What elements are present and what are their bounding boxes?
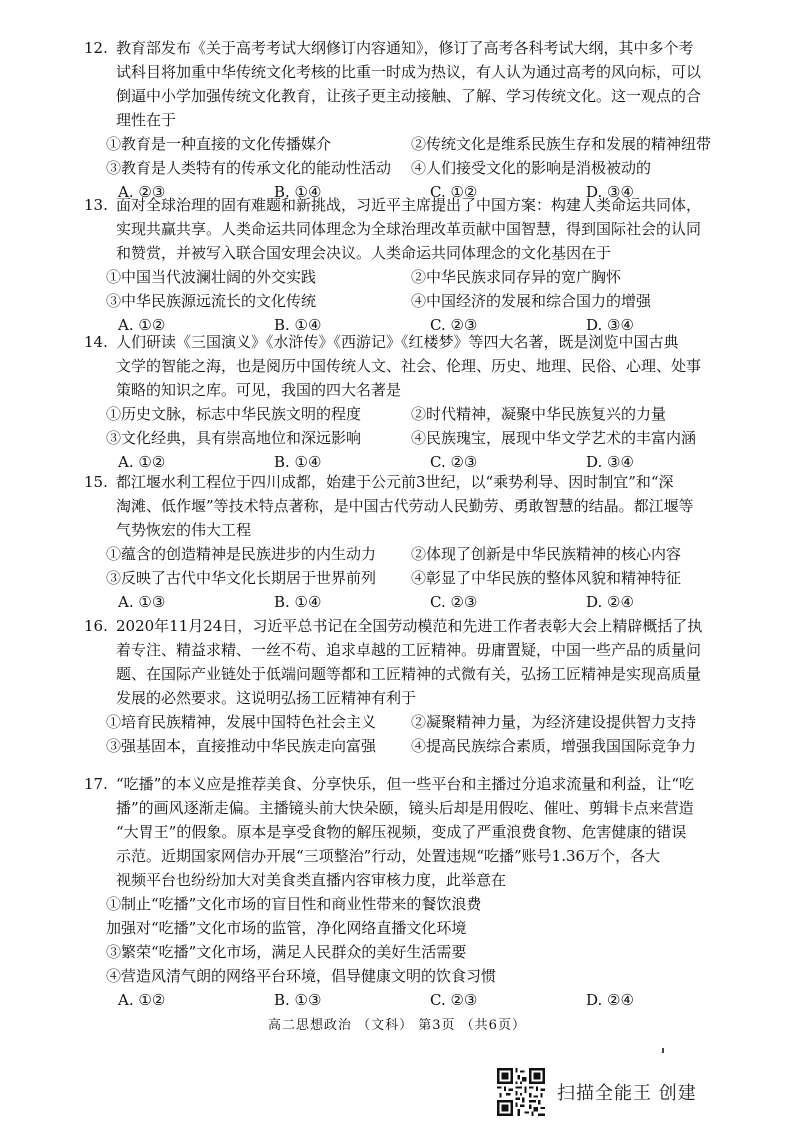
stem-line: 发展的必然要求。这说明弘扬工匠精神有利于 xyxy=(116,689,417,707)
stem-line: 理性在于 xyxy=(116,111,177,129)
stem-line: “吃播”的本义应是推荐美食、分享快乐，但一些平台和主播过分追求流量和利益，让“吃 xyxy=(116,775,695,793)
question-number: 17. xyxy=(84,775,108,793)
answer-choice: C. ②③ xyxy=(430,593,478,611)
question-stem xyxy=(84,772,744,892)
question-stem xyxy=(84,614,744,710)
option: ②体现了创新是中华民族精神的核心内容 xyxy=(411,545,682,563)
answer-choice: D. ②④ xyxy=(586,593,634,611)
answer-choices xyxy=(84,590,744,614)
question-stem xyxy=(84,36,744,132)
question-16 xyxy=(84,614,744,758)
question-number: 15. xyxy=(84,473,108,491)
question-17 xyxy=(84,772,744,1012)
option: ③反映了古代中华文化长期居于世界前列 xyxy=(106,569,377,587)
question-14 xyxy=(84,330,744,474)
option: ④提高民族综合素质，增强我国国际竞争力 xyxy=(411,737,697,755)
option: ①制止“吃播”文化市场的盲目性和商业性带来的餐饮浪费 xyxy=(106,895,482,913)
answer-choice: B. ①④ xyxy=(274,183,322,201)
question-stem xyxy=(84,193,744,265)
question-number: 12. xyxy=(84,39,108,57)
stem-line: 气势恢宏的伟大工程 xyxy=(116,521,252,539)
stem-line: 题、在国际产业链处于低端问题等都和工匠精神的式微有关，弘扬工匠精神是实现高质量 xyxy=(116,665,702,683)
option: 加强对“吃播”文化市场的监管，净化网络直播文化环境 xyxy=(106,919,467,937)
option: ④营造风清气朗的网络平台环境，倡导健康文明的饮食习惯 xyxy=(106,967,497,985)
page-footer: 高二思想政治 （文科） 第3页 （共6页） xyxy=(268,1018,526,1033)
stem-line: 文学的智能之海，也是阅历中国传统人文、社会、伦理、历史、地理、民俗、心理、处事 xyxy=(116,357,702,375)
option: ③中华民族源远流长的文化传统 xyxy=(106,292,317,310)
stem-line: 都江堰水利工程位于四川成都，始建于公元前3世纪，以“乘势利导、因时制宜”和“深 xyxy=(116,473,674,491)
stem-line: 播”的画风逐渐走偏。主播镜头前大快朵颐，镜头后却是用假吃、催吐、剪辑卡点来营造 xyxy=(116,799,694,817)
stem-line: 人们研读《三国演义》《水浒传》《西游记》《红楼梦》等四大名著，既是浏览中国古典 xyxy=(116,333,679,351)
option: ④民族瑰宝，展现中华文学艺术的丰富内涵 xyxy=(411,429,697,447)
options-row xyxy=(84,566,744,590)
stem-line: 2020年11月24日，习近平总书记在全国劳动模范和先进工作者表彰大会上精辟概括了执 xyxy=(116,617,703,635)
options-row xyxy=(84,402,744,426)
option: ②时代精神，凝聚中华民族复兴的力量 xyxy=(411,405,667,423)
option: ①教育是一种直接的文化传播媒介 xyxy=(106,135,332,153)
answer-choice: B. ①④ xyxy=(274,593,322,611)
question-13 xyxy=(84,193,744,337)
options-row xyxy=(84,132,744,156)
qr-code-icon xyxy=(497,1068,545,1116)
answer-choice: A. ①② xyxy=(118,316,166,334)
answer-choice: D. ③④ xyxy=(586,316,634,334)
question-number: 16. xyxy=(84,617,108,635)
answer-choice: A. ①② xyxy=(118,991,166,1009)
stem-line: 视频平台也纷纷加大对美食类直播内容审核力度，此举意在 xyxy=(116,871,507,889)
option: ③强基固本，直接推动中华民族走向富强 xyxy=(106,737,377,755)
answer-choice: A. ①② xyxy=(118,453,166,471)
options-row xyxy=(84,426,744,450)
option: ②凝聚精神力量，为经济建设提供智力支持 xyxy=(411,713,697,731)
stem-line: 策略的知识之库。可见，我国的四大名著是 xyxy=(116,381,402,399)
answer-choice: B. ①④ xyxy=(274,453,322,471)
stem-line: 示范。近期国家网信办开展“三项整治”行动，处置违规“吃播”账号1.36万个，各大 xyxy=(116,847,661,865)
answer-choice: D. ②④ xyxy=(586,991,634,1009)
stem-line: 淘滩、低作堰”等技术特点著称，是中国古代劳动人民勤劳、勇敢智慧的结晶。都江堰等 xyxy=(116,497,694,515)
option: ②传统文化是维系民族生存和发展的精神纽带 xyxy=(411,135,712,153)
answer-choice: C. ②③ xyxy=(430,316,478,334)
options-row xyxy=(84,734,744,758)
question-number: 13. xyxy=(84,196,108,214)
option: ③教育是人类特有的传承文化的能动性活动 xyxy=(106,159,392,177)
question-stem xyxy=(84,330,744,402)
answer-choice: D. ③④ xyxy=(586,183,634,201)
answer-choice: B. ①④ xyxy=(274,316,322,334)
stem-line: 实现共赢共享。人类命运共同体理念为全球治理改革贡献中国智慧，得到国际社会的认同 xyxy=(116,220,702,238)
answer-choice: A. ②③ xyxy=(118,183,166,201)
stem-line: 和赞赏，并被写入联合国安理会决议。人类命运共同体理念的文化基因在于 xyxy=(116,244,612,262)
answer-choice: C. ①② xyxy=(430,183,478,201)
option: ③文化经典，具有崇高地位和深远影响 xyxy=(106,429,362,447)
options-row xyxy=(84,156,744,180)
answer-choice: D. ③④ xyxy=(586,453,634,471)
options-row xyxy=(84,265,744,289)
stem-line: 倒逼中小学加强传统文化教育，让孩子更主动接触、了解、学习传统文化。这一观点的合 xyxy=(116,87,702,105)
option: ④中国经济的发展和综合国力的增强 xyxy=(411,292,652,310)
stem-line: 着专注、精益求精、一丝不苟、追求卓越的工匠精神。毋庸置疑，中国一些产品的质量问 xyxy=(116,641,702,659)
answer-choice: C. ②③ xyxy=(430,453,478,471)
options-row xyxy=(84,542,744,566)
options-row xyxy=(84,289,744,313)
answer-choices xyxy=(84,988,744,1012)
scanner-watermark xyxy=(497,1068,697,1116)
answer-choice: C. ②③ xyxy=(430,991,478,1009)
option: ④彰显了中华民族的整体风貌和精神特征 xyxy=(411,569,682,587)
answer-choice: A. ①③ xyxy=(118,593,166,611)
option: ①蕴含的创造精神是民族进步的内生动力 xyxy=(106,545,377,563)
option: ①历史文脉，标志中华民族文明的程度 xyxy=(106,405,362,423)
option: ③繁荣“吃播”文化市场，满足人民群众的美好生活需要 xyxy=(106,943,467,961)
question-stem xyxy=(84,470,744,542)
answer-choice: B. ①③ xyxy=(274,991,322,1009)
stem-line: “大胃王”的假象。原本是享受食物的解压视频，变成了严重浪费食物、危害健康的错误 xyxy=(116,823,687,841)
question-15 xyxy=(84,470,744,614)
option: ①培育民族精神，发展中国特色社会主义 xyxy=(106,713,377,731)
option: ④人们接受文化的影响是消极被动的 xyxy=(411,159,652,177)
stem-line: 面对全球治理的固有难题和新挑战，习近平主席提出了中国方案：构建人类命运共同体， xyxy=(116,196,702,214)
option: ①中国当代波澜壮阔的外交实践 xyxy=(106,268,317,286)
question-number: 14. xyxy=(84,333,108,351)
stem-line: 试科目将加重中华传统文化考核的比重一时成为热议，有人认为通过高考的风向标，可以 xyxy=(116,63,702,81)
options-row xyxy=(84,710,744,734)
watermark-text: 扫描全能王 创建 xyxy=(557,1083,697,1104)
question-12 xyxy=(84,36,744,204)
stem-line: 教育部发布《关于高考考试大纲修订内容通知》，修订了高考各科考试大纲，其中多个考 xyxy=(116,39,694,57)
scan-speck xyxy=(662,1048,664,1053)
option: ②中华民族求同存异的宽广胸怀 xyxy=(411,268,622,286)
